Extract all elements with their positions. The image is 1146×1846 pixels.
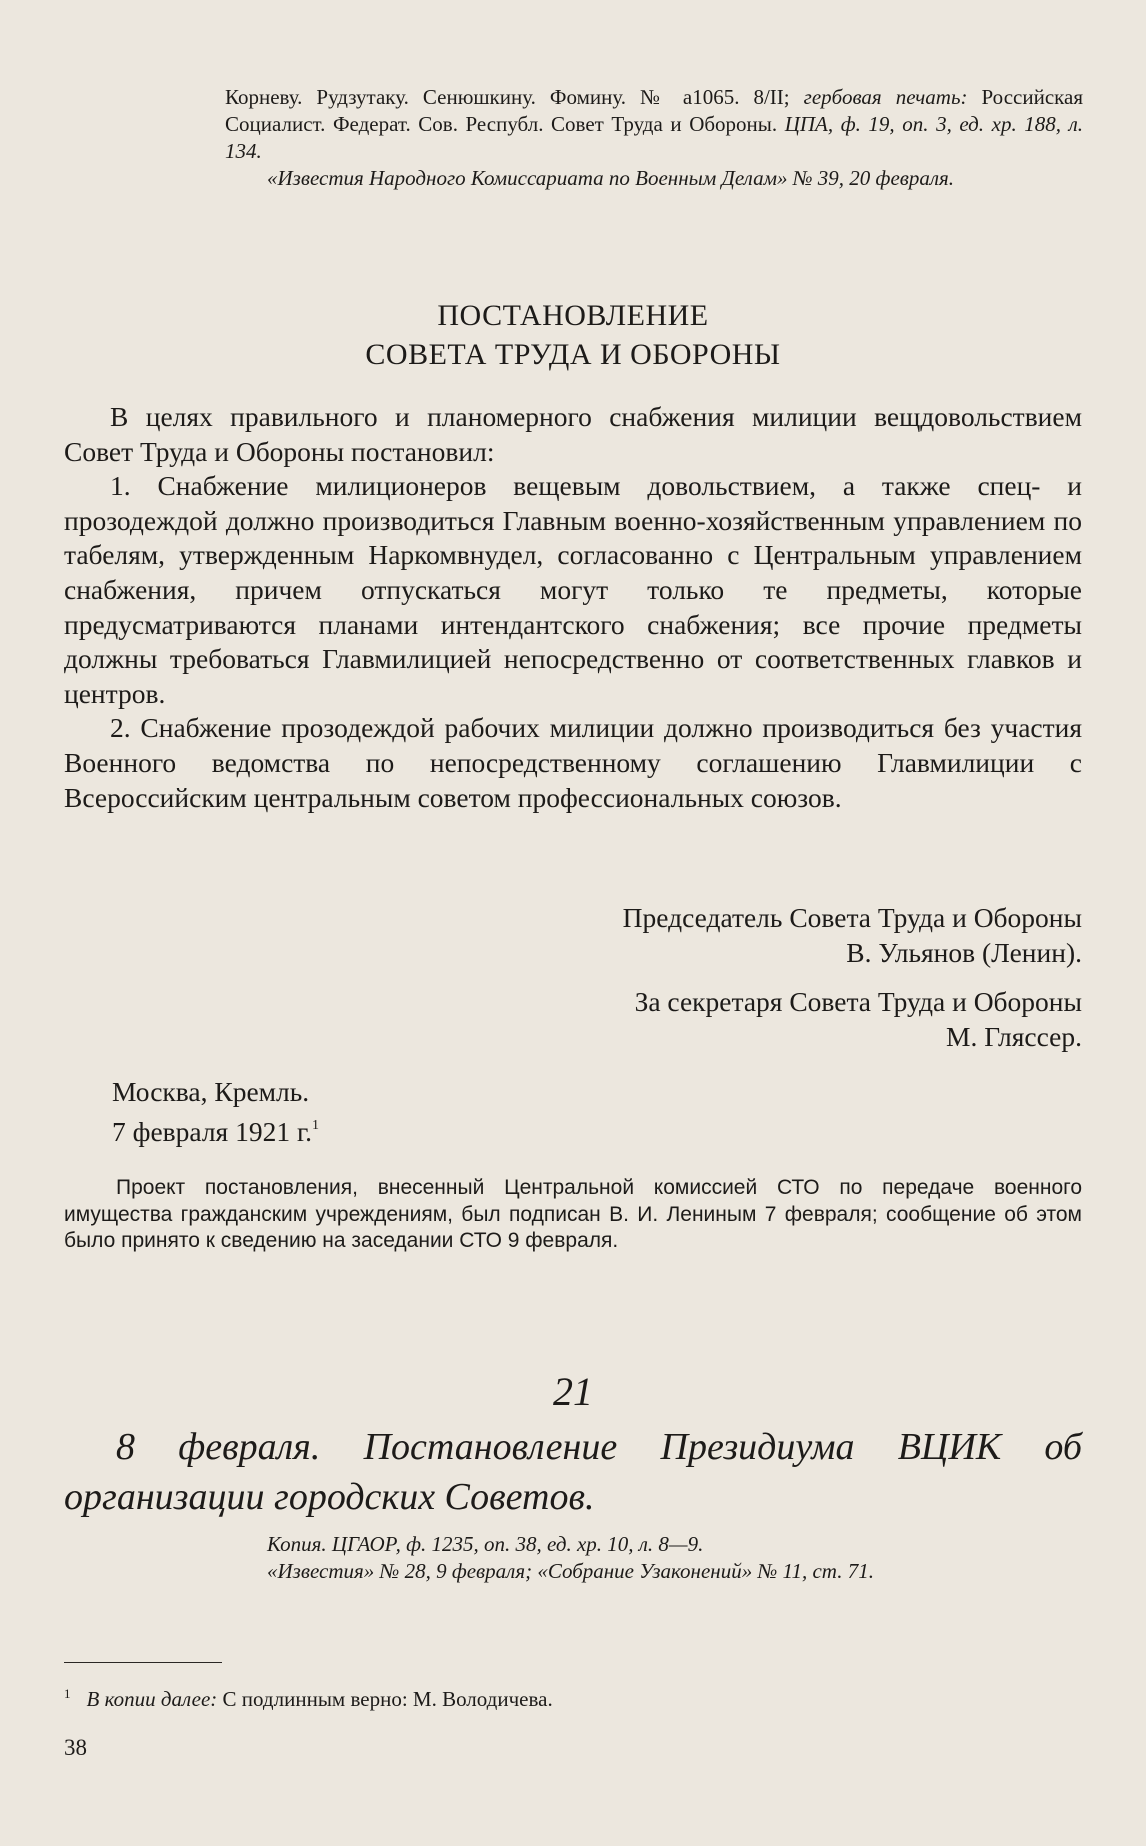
editorial-note-text: Проект постановления, внесенный Центральной комиссией СТО по передаче военного имущества гражданским учреждениям, был подписан В. И. Лениным 7 февраля; сообщение об этом было принято к сведению на заседании СТО 9 февраля. bbox=[64, 1176, 1082, 1252]
secretary-title: За секретаря Совета Труда и Обороны bbox=[634, 986, 1082, 1017]
footnote-label: В копии далее: bbox=[86, 1687, 218, 1711]
decree-intro: В целях правильного и планомерного снабжения милиции вещдовольствием Совет Труда и Обороны постановил: bbox=[64, 401, 1082, 467]
footnote bbox=[64, 1680, 553, 1713]
publication-citation: «Известия Народного Комиссариата по Военным Делам» № 39, 20 февраля. bbox=[267, 166, 955, 190]
copy-citation: Копия. ЦГАОР, ф. 1235, оп. 38, ед. хр. 10, л. 8—9. bbox=[267, 1532, 704, 1556]
seal-label: гербовая печать: bbox=[803, 85, 968, 109]
decree-heading bbox=[0, 296, 1146, 374]
seal-text: Российская Социалист. Федерат. Сов. Республ. Совет Труда и Обороны. bbox=[225, 85, 1084, 136]
secretary-name: М. Гляссер. bbox=[946, 1021, 1082, 1052]
decree-heading-line1: ПОСТАНОВЛЕНИЕ bbox=[437, 299, 709, 332]
decree-item-2: 2. Снабжение прозодеждой рабочих милиции должно производиться без участия Военного ведомства по непосредственному соглашению Главмилиции с Всероссийским центральным советом профессиональных союзов. bbox=[64, 712, 1082, 813]
chair-signature bbox=[623, 900, 1082, 970]
archive-citation: ЦПА, ф. 19, оп. 3, ед. хр. 188, л. 134. bbox=[225, 112, 1083, 163]
document-title bbox=[64, 1422, 1082, 1522]
top-archive-reference bbox=[225, 84, 1083, 192]
document-title-text: 8 февраля. Постановление Президиума ВЦИК об организации городских Советов. bbox=[64, 1426, 1082, 1518]
place: Москва, Кремль. bbox=[112, 1076, 310, 1107]
chair-title: Председатель Совета Труда и Обороны bbox=[622, 902, 1082, 933]
editorial-note bbox=[64, 1175, 1082, 1255]
footnote-marker: 1 bbox=[312, 1118, 320, 1133]
decree-body bbox=[64, 400, 1082, 815]
date: 7 февраля 1921 г. bbox=[112, 1116, 313, 1147]
bottom-archive-reference bbox=[225, 1531, 1083, 1585]
decree-heading-line2: СОВЕТА ТРУДА И ОБОРОНЫ bbox=[365, 338, 781, 371]
page-number: 38 bbox=[64, 1735, 87, 1760]
decree-item-1: 1. Снабжение милиционеров вещевым довольствием, а также спец- и прозодеждой должно производиться Главным военно-хозяйственным управлением по табелям, утвержденным Наркомвнудел, согласованно с Центральным управлением снабжения, причем отпускаться могут только те предметы, которые предусматриваются планами интендантского снабжения; все прочие предметы должны требоваться Главмилицией непосредственно от соответственных главков и центров. bbox=[64, 470, 1082, 709]
footnote-number: 1 bbox=[64, 1686, 71, 1701]
footnote-text: С подлинным верно: М. Володичева. bbox=[217, 1687, 553, 1711]
document-number: 21 bbox=[553, 1369, 593, 1414]
recipients-text: Корневу. Рудзутаку. Сенюшкину. Фомину. № а1065. 8/II; bbox=[225, 85, 804, 109]
footnote-divider bbox=[64, 1662, 222, 1663]
secretary-signature bbox=[635, 984, 1082, 1054]
publication-citation-bottom: «Известия» № 28, 9 февраля; «Собрание Узаконений» № 11, ст. 71. bbox=[267, 1559, 874, 1583]
place-and-date bbox=[112, 1075, 319, 1149]
chair-name: В. Ульянов (Ленин). bbox=[846, 937, 1082, 968]
